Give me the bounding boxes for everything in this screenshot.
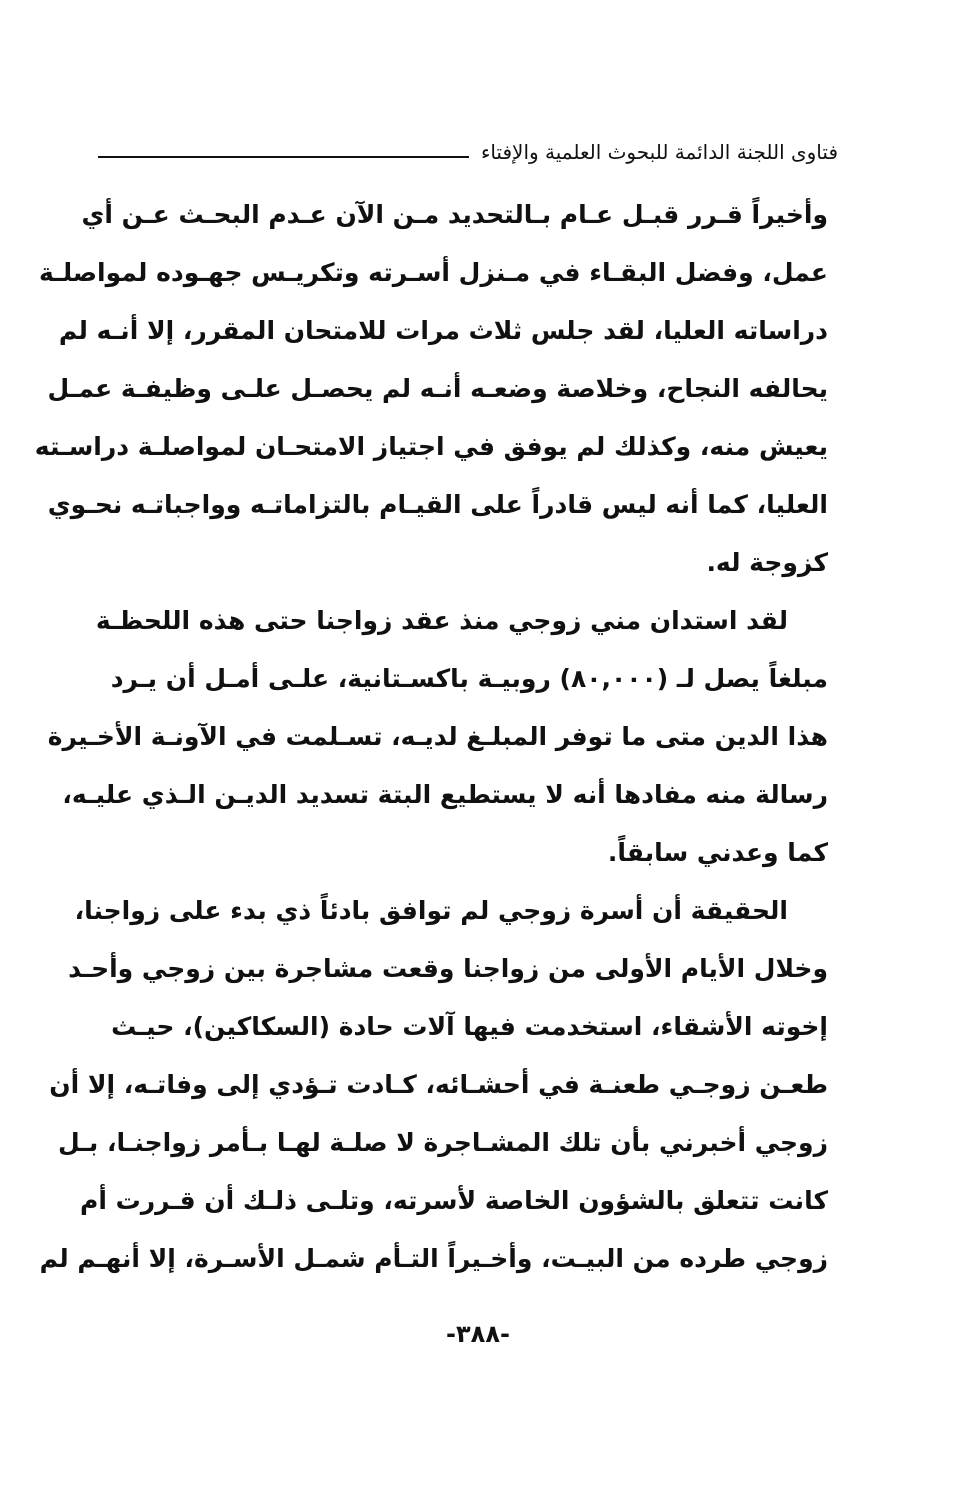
text-line: زوجي طرده من البيـت، وأخـيراً التـأم شمـل الأسـرة، إلا أنهـم لم	[39, 1244, 828, 1273]
text-line: مبلغاً يصل لـ (٨٠,٠٠٠) روبيـة باكسـتانية، علـى أمـل أن يـرد	[110, 664, 828, 693]
running-header	[98, 132, 838, 172]
text-line: كزوجة له.	[706, 548, 828, 577]
header-rule	[98, 156, 469, 158]
text-line: يحالفه النجاح، وخلاصة وضعـه أنـه لم يحصـل علـى وظيفـة عمـل	[47, 374, 828, 403]
text-line: كانت تتعلق بالشؤون الخاصة لأسرته، وتلـى ذلـك أن قـررت أم	[80, 1186, 828, 1215]
paragraph	[34, 186, 828, 592]
text-line: كما وعدني سابقاً.	[607, 838, 828, 867]
text-line: العليا، كما أنه ليس قادراً على القيـام بالتزاماتـه وواجباتـه نحـوي	[47, 490, 828, 519]
text-line: يعيش منه، وكذلك لم يوفق في اجتياز الامتحـان لمواصلـة دراسـته	[34, 432, 828, 461]
text-line: وأخيراً قـرر قبـل عـام بـالتحديد مـن الآن عـدم البحـث عـن أي	[81, 200, 828, 229]
paragraph	[47, 592, 828, 882]
text-line: دراساته العليا، لقد جلس ثلاث مرات للامتحان المقرر، إلا أنـه لم	[58, 316, 828, 345]
text-line: إخوته الأشقاء، استخدمت فيها آلات حادة (السكاكين)، حيـث	[111, 1012, 828, 1041]
text-line: وخلال الأيام الأولى من زواجنا وقعت مشاجرة بين زوجي وأحـد	[68, 954, 828, 983]
text-line: الحقيقة أن أسرة زوجي لم توافق بادئاً ذي بدء على زواجنا،	[74, 896, 788, 925]
text-line: زوجي أخبرني بأن تلك المشـاجرة لا صلـة لهـا بـأمر زواجنـا، بـل	[58, 1128, 828, 1157]
text-line: هذا الدين متى ما توفر المبلـغ لديـه، تسـلمت في الآونـة الأخـيرة	[47, 722, 828, 751]
page-number: -٣٨٨-	[446, 1320, 510, 1348]
body-text	[34, 186, 828, 1288]
running-title: فتاوى اللجنة الدائمة للبحوث العلمية والإفتاء	[480, 140, 838, 164]
text-line: طعـن زوجـي طعنـة في أحشـائه، كـادت تـؤدي إلى وفاتـه، إلا أن	[49, 1070, 828, 1099]
text-line: لقد استدان مني زوجي منذ عقد زواجنا حتى هذه اللحظـة	[95, 606, 788, 635]
paragraph	[39, 882, 828, 1288]
text-line: عمل، وفضل البقـاء في مـنزل أسـرته وتكريـس جهـوده لمواصلـة	[38, 258, 828, 287]
text-line: رسالة منه مفادها أنه لا يستطيع البتة تسديد الديـن الـذي عليـه،	[62, 780, 828, 809]
